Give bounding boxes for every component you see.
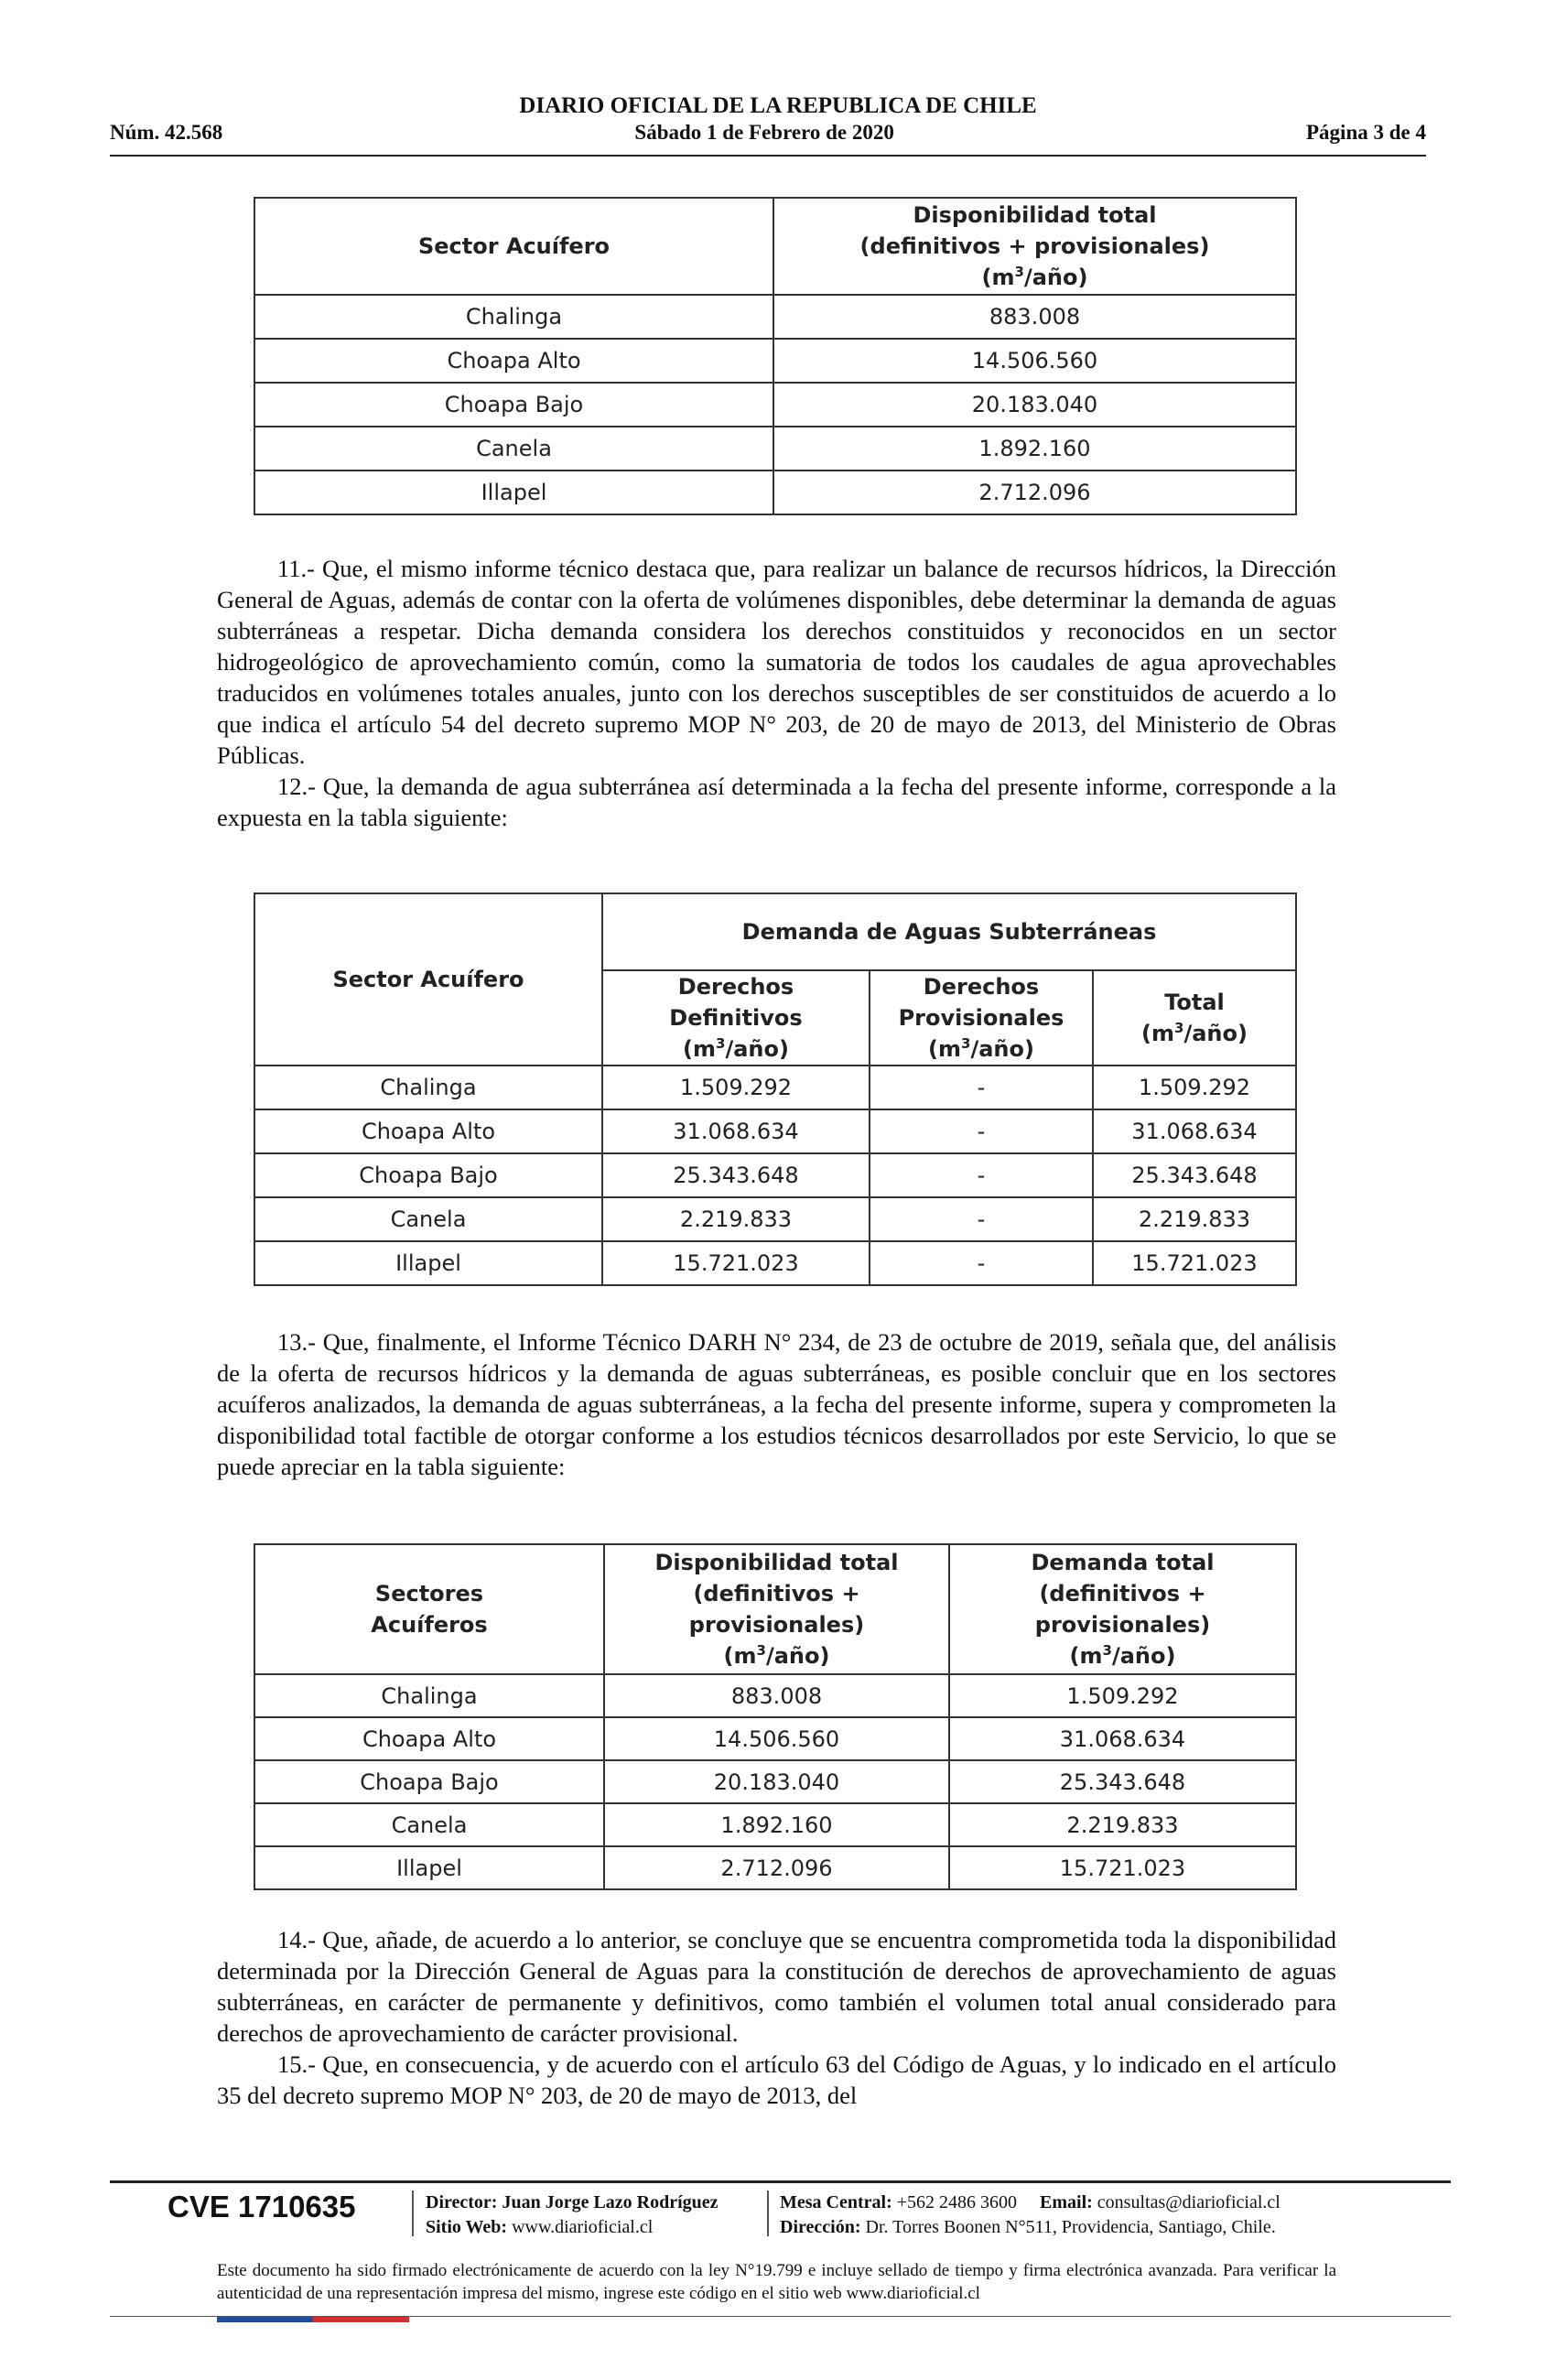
footer-director-block: Director: Juan Jorge Lazo Rodríguez Sitio Web: www.diarioficial.cl [426,2192,719,2237]
table-row: Choapa Alto 14.506.560 [254,339,1296,383]
col-provisional-header: Derechos Provisionales $(m^3/año)$ [870,970,1093,1066]
header-rule [110,155,1426,157]
website-link[interactable]: www.diarioficial.cl [512,2217,654,2237]
table-row: Choapa Alto 14.506.560 31.068.634 [254,1717,1296,1760]
demand-group-header: Demanda de Aguas Subterráneas [602,893,1296,970]
footer-divider [767,2191,769,2236]
col-demand-header: Demanda total (definitivos + provisionales) $(m^3/año)$ [949,1544,1296,1674]
body-paragraphs-b [217,1326,1336,1482]
table-row: Choapa Bajo 20.183.040 [254,383,1296,427]
paragraph-12: 12.- Que, la demanda de agua subterránea así determinada a la fecha del presente informe, corresponde a la expuesta en la tabla siguiente: [217,773,1336,831]
col-sector-header: Sector Acuífero [254,893,602,1066]
issue-date: Sábado 1 de Febrero de 2020 [634,121,894,144]
body-paragraphs-a [217,553,1336,833]
footer-rule [110,2180,1451,2183]
col-sectors-header: Sectores Acuíferos [254,1544,604,1674]
issue-number: Núm. 42.568 [110,121,223,144]
page-indicator: Página 3 de 4 [1306,121,1426,144]
table-row: Choapa Bajo 25.343.648 - 25.343.648 [254,1153,1296,1197]
table-row: Canela 1.892.160 [254,427,1296,471]
table-row: Illapel 2.712.096 [254,471,1296,514]
body-paragraphs-c [217,1924,1336,2111]
col-total-header: Total $(m^3/año)$ [1093,970,1296,1066]
col-sector-header: Sector Acuífero [254,198,773,295]
signature-note: Este documento ha sido firmado electrónicamente de acuerdo con la ley N°19.799 e incluye sellado de tiempo y firma electrónica avanzada. Para verificar la autenticidad de una representación impresa del mismo, ingrese este código en el sitio web www.diarioficial.cl [217,2261,1336,2303]
table-row: Illapel 15.721.023 - 15.721.023 [254,1241,1296,1285]
demand-table [254,892,1297,1286]
paragraph-13: 13.- Que, finalmente, el Informe Técnico DARH N° 234, de 23 de octubre de 2019, señala que, del análisis de la oferta de recursos hídricos y la demanda de aguas subterráneas, es posible concluir que en los sectores acuíferos analizados, la demanda de aguas subterráneas, a la fecha del presente informe, supera y comprometen la disponibilidad total factible de otorgar conforme a los estudios técnicos desarrollados por este Servicio, lo que se puede apreciar en la tabla siguiente: [217,1328,1336,1480]
table-row: Canela 2.219.833 - 2.219.833 [254,1197,1296,1241]
header-row [110,121,1426,145]
table-row: Illapel 2.712.096 15.721.023 [254,1846,1296,1889]
col-availability-header: Disponibilidad total (definitivos + provisionales) $(m^3/año)$ [604,1544,949,1674]
newspaper-title: DIARIO OFICIAL DE LA REPUBLICA DE CHILE [519,93,1037,118]
col-definitive-header: Derechos Definitivos $(m^3/año)$ [602,970,870,1066]
table-row: Choapa Alto 31.068.634 - 31.068.634 [254,1109,1296,1153]
table-row: Canela 1.892.160 2.219.833 [254,1803,1296,1846]
flag-stripe-red [313,2317,409,2322]
paragraph-14: 14.- Que, añade, de acuerdo a lo anterior, se concluye que se encuentra comprometida toda la disponibilidad determinada por la Dirección General de Aguas para la constitución de derechos de aprovechamiento de aguas subterráneas, en carácter de permanente y definitivos, como también el volumen total anual considerado para derechos de aprovechamiento de carácter provisional. [217,1926,1336,2047]
table-row: Chalinga 883.008 [254,295,1296,339]
comparison-table [254,1543,1297,1890]
email-link[interactable]: consultas@diarioficial.cl [1097,2192,1280,2212]
cve-code: CVE 1710635 [167,2190,356,2223]
col-availability-header: Disponibilidad total (definitivos + provisionales) $(m^3/año)$ [773,198,1296,295]
footer-divider [412,2191,414,2236]
footer-contact-block: Mesa Central: +562 2486 3600 Email: consultas@diarioficial.cl Dirección: Dr. Torres Boonen N°511, Providencia, Santiago, Chile. [780,2192,1280,2237]
paragraph-15: 15.- Que, en consecuencia, y de acuerdo con el artículo 63 del Código de Aguas, y lo indicado en el artículo 35 del decreto supremo MOP N° 203, de 20 de mayo de 2013, del [217,2050,1336,2109]
paragraph-11: 11.- Que, el mismo informe técnico destaca que, para realizar un balance de recursos hídricos, la Dirección General de Aguas, además de contar con la oferta de volúmenes disponibles, debe determinar la demanda de aguas subterráneas a respetar. Dicha demanda considera los derechos constituidos y reconocidos en un sector hidrogeológico de aprovechamiento común, como la sumatoria de todos los caudales de agua aprovechables traducidos en volúmenes totales anuales, junto con los derechos susceptibles de ser constituidos de acuerdo a lo que indica el artículo 54 del decreto supremo MOP N° 203, de 20 de mayo de 2013, del Ministerio de Obras Públicas. [217,555,1336,769]
flag-stripe-blue [217,2317,313,2322]
table-row: Chalinga 1.509.292 - 1.509.292 [254,1066,1296,1109]
table-row: Choapa Bajo 20.183.040 25.343.648 [254,1760,1296,1803]
table-row: Chalinga 883.008 1.509.292 [254,1674,1296,1717]
availability-table [254,197,1297,515]
